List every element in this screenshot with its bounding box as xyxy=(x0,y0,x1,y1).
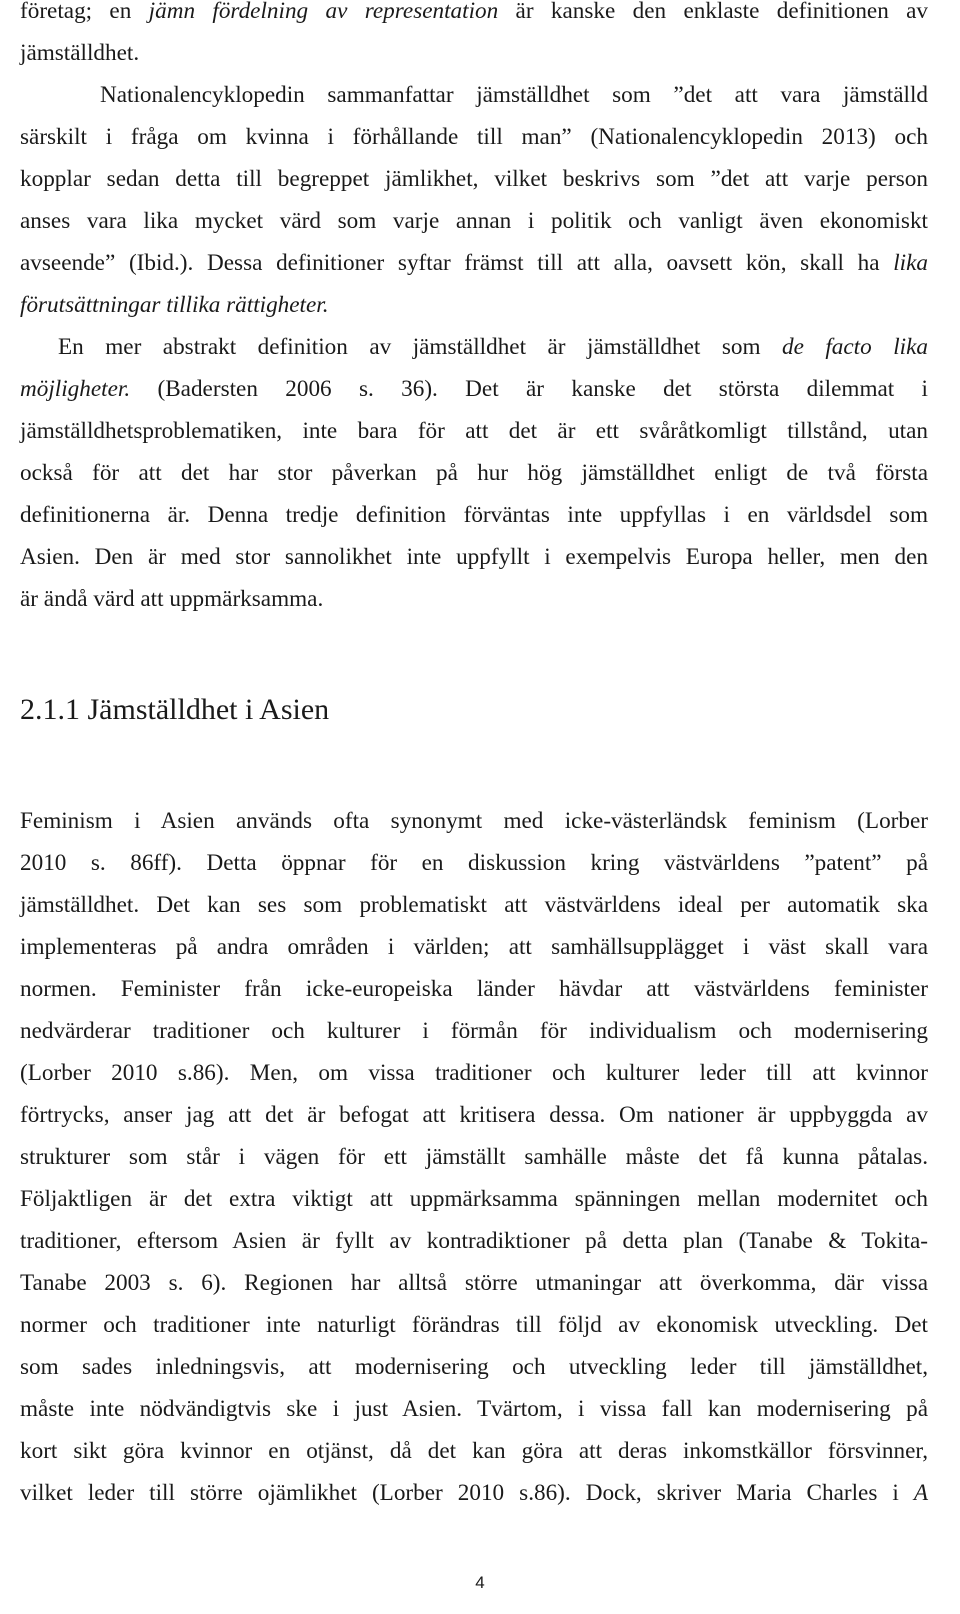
paragraph-1-line-1 xyxy=(20,0,928,26)
text-run: vilket leder till större ojämlikhet (Lorber 2010 s.86). Dock, skriver Maria Charles i xyxy=(20,1480,914,1506)
italic-term: förutsättningar tillika rättigheter. xyxy=(20,292,329,318)
paragraph-1-line-2: jämställdhet. xyxy=(20,40,140,66)
section-heading: 2.1.1 Jämställdhet i Asien xyxy=(20,693,330,726)
paragraph-4-line-15: måste inte nödvändigtvis ske i just Asien. Tvärtom, i vissa fall kan modernisering på xyxy=(20,1396,928,1422)
paragraph-4-line-14: som sades inledningsvis, att modernisering och utveckling leder till jämställdhet, xyxy=(20,1354,928,1380)
paragraph-4-line-1: Feminism i Asien används ofta synonymt med icke-västerländsk feminism (Lorber xyxy=(20,808,928,834)
italic-term: möjligheter. xyxy=(20,376,131,402)
text-run: företag; en xyxy=(20,0,149,24)
page-number: 4 xyxy=(475,1573,485,1592)
paragraph-3-line-7: är ändå värd att uppmärksamma. xyxy=(20,586,324,612)
paragraph-4-line-16: kort sikt göra kvinnor en otjänst, då det kan göra att deras inkomstkällor försvinner, xyxy=(20,1438,928,1464)
paragraph-4-line-3: jämställdhet. Det kan ses som problematiskt att västvärldens ideal per automatik ska xyxy=(20,892,928,918)
italic-term: lika xyxy=(893,250,928,276)
paragraph-4-line-6: nedvärderar traditioner och kulturer i förmån för individualism och modernisering xyxy=(20,1018,928,1044)
paragraph-4-line-2: 2010 s. 86ff). Detta öppnar för en diskussion kring västvärldens ”patent” på xyxy=(20,850,928,876)
paragraph-2-line-5 xyxy=(20,248,928,278)
paragraph-3-line-6: Asien. Den är med stor sannolikhet inte uppfyllt i exempelvis Europa heller, men den xyxy=(20,544,928,570)
paragraph-4-line-12: Tanabe 2003 s. 6). Regionen har alltså större utmaningar att överkomma, där vissa xyxy=(20,1270,928,1296)
paragraph-4-line-7: (Lorber 2010 s.86). Men, om vissa traditioner och kulturer leder till att kvinnor xyxy=(20,1060,928,1086)
paragraph-4-line-11: traditioner, eftersom Asien är fyllt av kontradiktioner på detta plan (Tanabe & Tokita- xyxy=(20,1228,928,1254)
italic-term: de facto lika xyxy=(781,334,928,360)
paragraph-4-line-13: normer och traditioner inte naturligt förändras till följd av ekonomisk utveckling. Det xyxy=(20,1312,928,1338)
paragraph-4-line-8: förtrycks, anser jag att det är befogat att kritisera dessa. Om nationer är uppbyggda av xyxy=(20,1102,928,1128)
text-run: (Badersten 2006 s. 36). Det är kanske det största dilemmat i xyxy=(130,376,928,402)
paragraph-4-line-4: implementeras på andra områden i världen; att samhällsupplägget i väst skall vara xyxy=(20,934,928,960)
paragraph-2-line-1: Nationalencyklopedin sammanfattar jämställdhet som ”det att vara jämställd xyxy=(100,82,928,108)
paragraph-4-line-5: normen. Feminister från icke-europeiska länder hävdar att västvärldens feminister xyxy=(20,976,928,1002)
paragraph-4-line-17 xyxy=(20,1478,928,1508)
paragraph-2-line-4: anses vara lika mycket värd som varje annan i politik och vanligt även ekonomiskt xyxy=(20,208,928,234)
paragraph-3-line-2 xyxy=(20,374,928,404)
paragraph-4-line-10: Följaktligen är det extra viktigt att uppmärksamma spänningen mellan modernitet och xyxy=(20,1186,928,1212)
paragraph-3-line-3: jämställdhetsproblematiken, inte bara för att det är ett svåråtkomligt tillstånd, utan xyxy=(20,418,928,444)
text-run: avseende” (Ibid.). Dessa definitioner syftar främst till att alla, oavsett kön, skall ha xyxy=(20,250,894,276)
paragraph-2-line-2: särskilt i fråga om kvinna i förhållande till man” (Nationalencyklopedin 2013) och xyxy=(20,124,928,150)
paragraph-3-line-4: också för att det har stor påverkan på hur hög jämställdhet enligt de två första xyxy=(20,460,928,486)
paragraph-4-line-9: strukturer som står i vägen för ett jämställt samhälle måste det få kunna påtalas. xyxy=(20,1144,928,1170)
paragraph-2-line-6 xyxy=(20,290,928,320)
paragraph-3-line-1 xyxy=(20,332,928,362)
paragraph-2-line-3: kopplar sedan detta till begreppet jämlikhet, vilket beskrivs som ”det att varje person xyxy=(20,166,928,192)
italic-term: jämn fördelning av representation xyxy=(148,0,499,24)
text-run: är kanske den enklaste definitionen av xyxy=(498,0,929,24)
text-run: En mer abstrakt definition av jämställdhet är jämställdhet som xyxy=(58,334,782,360)
italic-term: A xyxy=(913,1480,928,1506)
paragraph-3-line-5: definitionerna är. Denna tredje definition förväntas inte uppfyllas i en världsdel som xyxy=(20,502,928,528)
